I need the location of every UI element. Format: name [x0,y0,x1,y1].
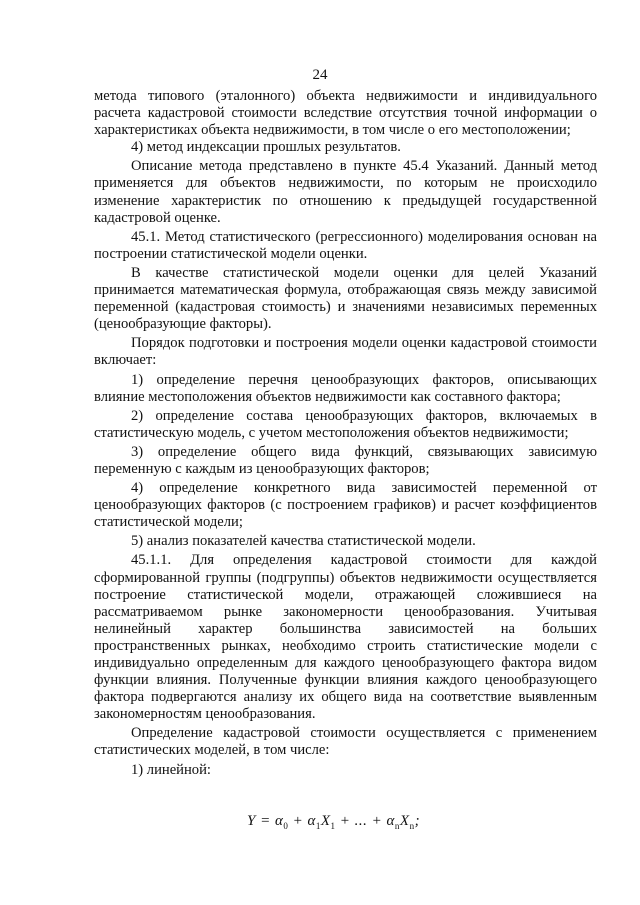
paragraph: 1) линейной: [131,761,211,778]
formula-alpha0: α [274,813,284,829]
formula-end: ; [414,813,421,829]
paragraph: 4) определение конкретного вида зависимостей переменной от ценообразующих факторов (с построением графиков) и расчет коэффициентов статистической модели; [94,480,597,531]
linear-model-formula [247,813,420,831]
formula-dots: + ... + [335,813,387,829]
formula-x1-sub: 1 [330,821,336,831]
paragraph: 1) определение перечня ценообразующих факторов, описывающих влияние местоположения объектов недвижимости как составного фактора; [94,371,597,405]
formula-alphan: α [386,813,395,829]
document-body [94,88,597,779]
formula-alpha1: α [307,813,316,829]
paragraph: 3) определение общего вида функций, связывающих зависимую переменную с каждым из ценообразующих факторов; [94,443,597,477]
paragraph: 45.1. Метод статистического (регрессионного) моделирования основан на построении статистической модели оценки. [94,228,597,262]
paragraph: Порядок подготовки и построения модели оценки кадастровой стоимости включает: [94,335,597,369]
formula-lhs: Y [247,813,256,829]
formula-plus: + [288,813,308,829]
formula-eq: = [255,813,275,829]
paragraph: 2) определение состава ценообразующих факторов, включаемых в статистическую модель, с учетом местоположения объектов недвижимости; [94,407,597,441]
formula-alpha1-sub: 1 [315,821,321,831]
formula-alphan-sub: n [394,821,400,831]
paragraph: 4) метод индексации прошлых результатов. [131,139,401,156]
page-number: 24 [312,67,328,83]
formula-alpha0-sub: 0 [283,821,289,831]
formula-xn: X [399,813,410,829]
paragraph: В качестве статистической модели оценки для целей Указаний принимается математическая формула, отображающая связь между зависимой переменной (кадастровая стоимость) и значениями независимых переменных (ценообразующие факторы). [94,264,597,333]
paragraph: 5) анализ показателей качества статистической модели. [131,533,476,550]
paragraph: 45.1.1. Для определения кадастровой стоимости для каждой сформированной группы (подгруппы) объектов недвижимости осуществляется построение статистической модели, отражающей сложившиеся на рассматриваемом рынке закономерности ценообразования. Учитывая нелинейный характер большинства зависимостей на больших пространственных рынках, необходимо строить статистические модели с индивидуально определенным для каждого ценообразующего фактора видом функции влияния. Полученные функции влияния каждого ценообразующего фактора подвергаются анализу их общего вида на соответствие выявленным закономерностям ценообразования. [94,552,597,723]
formula-xn-sub: n [409,821,415,831]
paragraph: метода типового (эталонного) объекта недвижимости и индивидуального расчета кадастровой стоимости вследствие отсутствия точной информации о характеристиках объекта недвижимости, в том числе о его местоположении; [94,88,597,139]
formula-x1: X [320,813,331,829]
paragraph: Определение кадастровой стоимости осуществляется с применением статистических моделей, в том числе: [94,725,597,759]
paragraph: Описание метода представлено в пункте 45.4 Указаний. Данный метод применяется для объектов недвижимости, по которым не происходило изменение характеристик по отношению к предыдущей государственной кадастровой оценке. [94,158,597,226]
